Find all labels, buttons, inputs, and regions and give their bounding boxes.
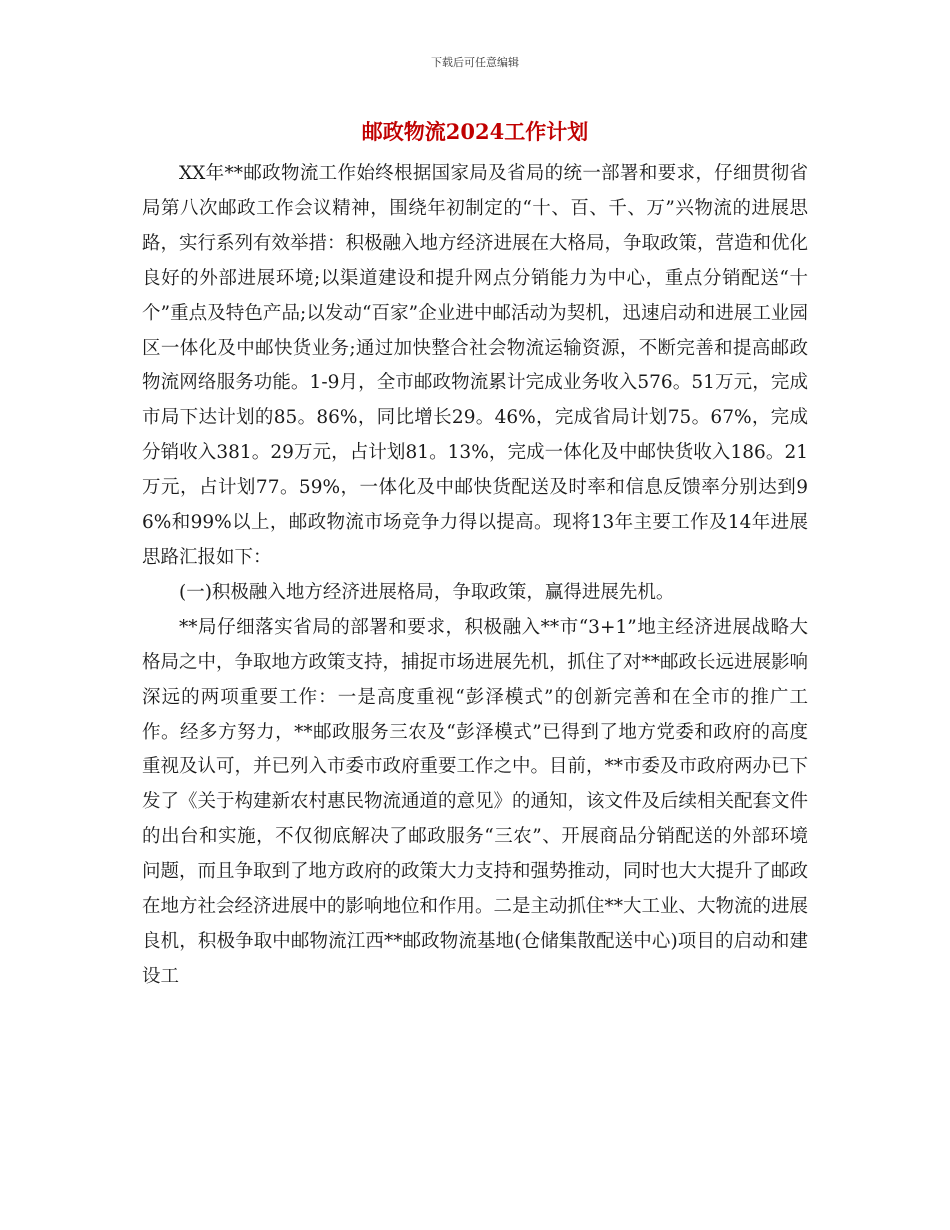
page-header-note: 下载后可任意编辑 <box>431 56 519 69</box>
paragraph-section-body: **局仔细落实省局的部署和要求，积极融入**市“3+1”地主经济进展战略大格局之中，争取地方政策支持，捕捉市场进展先机，抓住了对**邮政长远进展影响深远的两项重要工作：一是高度重视“彭泽模式”的创新完善和在全市的推广工作。经多方努力，**邮政服务三农及“彭泽模式”已得到了地方党委和政府的高度重视及认可，并已列入市委市政府重要工作之中。目前，**市委及市政府两办已下发了《关于构建新农村惠民物流通道的意见》的通知，该文件及后续相关配套文件的出台和实施，不仅彻底解决了邮政服务“三农”、开展商品分销配送的外部环境问题，而且争取到了地方政府的政策大力支持和强势推动，同时也大大提升了邮政在地方社会经济进展中的影响地位和作用。二是主动抓住**大工业、大物流的进展良机，积极争取中邮物流江西**邮政物流基地(仓储集散配送中心)项目的启动和建设工 <box>142 616 809 987</box>
paragraph-intro: XX年**邮政物流工作始终根据国家局及省局的统一部署和要求，仔细贯彻省局第八次邮政工作会议精神，围绕年初制定的“十、百、千、万”兴物流的进展思路，实行系列有效举措：积极融入地方经济进展在大格局，争取政策，营造和优化良好的外部进展环境;以渠道建设和提升网点分销能力为中心，重点分销配送“十个”重点及特色产品;以发动“百家”企业进中邮活动为契机，迅速启动和进展工业园区一体化及中邮快货业务;通过加快整合社会物流运输资源，不断完善和提高邮政物流网络服务功能。1-9月，全市邮政物流累计完成业务收入576。51万元，完成市局下达计划的85。86%，同比增长29。46%，完成省局计划75。67%，完成分销收入381。29万元，占计划81。13%，完成一体化及中邮快货收入186。21万元，占计划77。59%，一体化及中邮快货配送及时率和信息反馈率分别达到96%和99%以上，邮政物流市场竞争力得以提高。现将13年主要工作及14年进展思路汇报如下： <box>142 163 809 568</box>
document-title: 邮政物流2024工作计划 <box>361 119 589 144</box>
paragraph-section-heading: (一)积极融入地方经济进展格局，争取政策，赢得进展先机。 <box>179 581 675 603</box>
document-body <box>142 157 808 995</box>
